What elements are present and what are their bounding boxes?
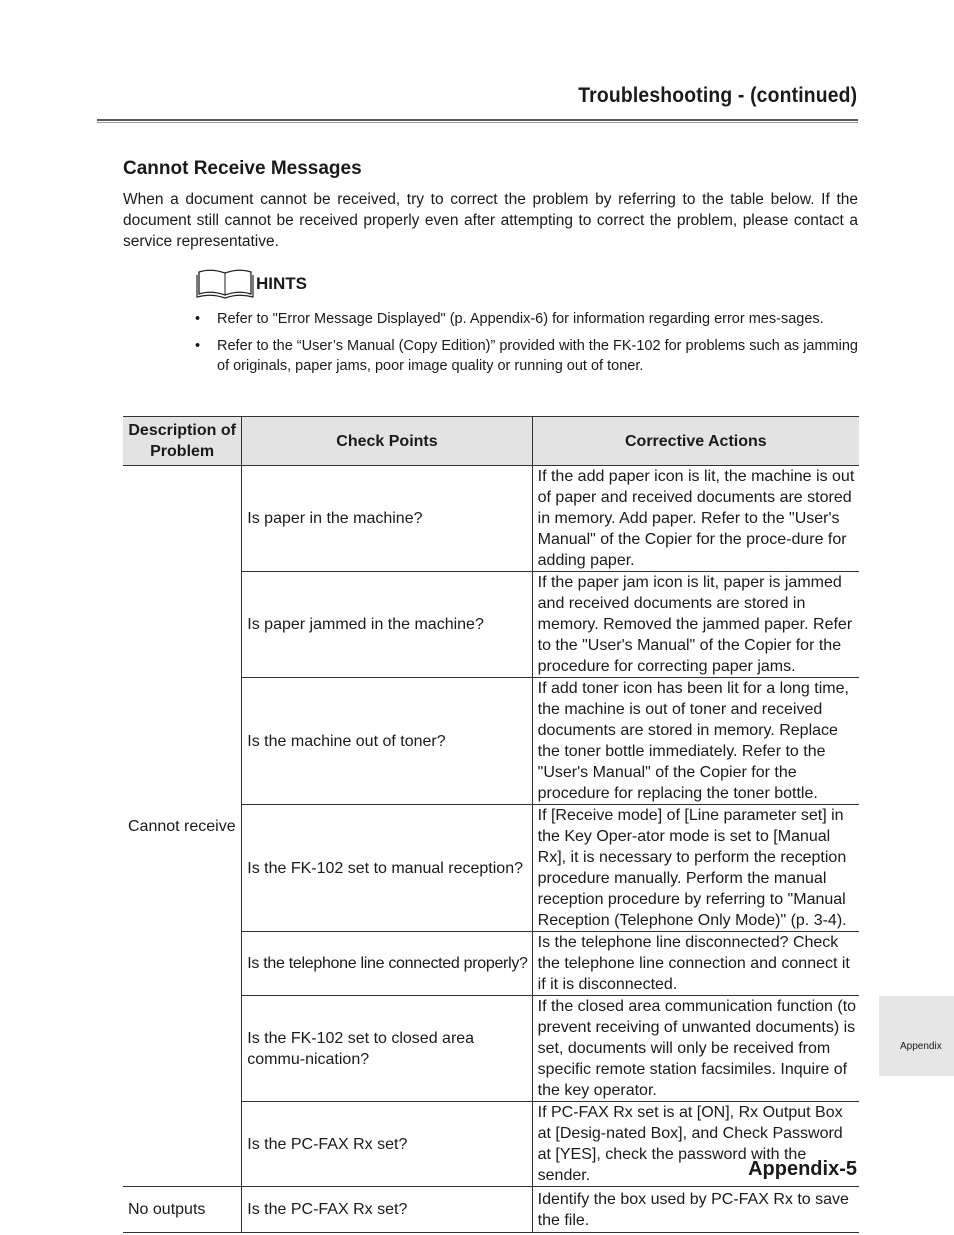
section-tab [879,996,954,1076]
corrective-action: If PC-FAX Rx set is at [ON], Rx Output Box at [Desig-nated Box], and Check Password at [YES], check the password with the sender. [532,1102,859,1187]
hints-header [196,268,307,300]
page-number: Appendix-5 [748,1158,857,1180]
column-header-check-points: Check Points [242,417,532,466]
corrective-action: If the add paper icon is lit, the machine is out of paper and received documents are stored in memory. Add paper. Refer to the "User's Manual" of the Copier for the proce-dure for adding paper. [532,466,859,572]
section-heading: Cannot Receive Messages [123,158,362,179]
page-header-title: Troubleshooting - (continued) [577,84,857,107]
table-header-row [123,417,859,466]
troubleshooting-table [123,416,859,1233]
column-header-description: Description of Problem [123,417,242,466]
check-point: Is the FK-102 set to closed area commu-nication? [242,996,532,1102]
hint-item [193,336,858,376]
table-row [123,466,859,572]
hints-label: HINTS [256,274,307,293]
check-point: Is the telephone line connected properly? [242,932,532,996]
check-point: Is the PC-FAX Rx set? [242,1187,532,1233]
bullet-icon: • [195,311,201,327]
intro-paragraph: When a document cannot be received, try to correct the problem by referring to the table below. If the document still cannot be received properly even after attempting to correct the problem, please contact a service representative. [123,191,858,250]
check-point: Is paper jammed in the machine? [242,572,532,678]
hint-text: Refer to the “User’s Manual (Copy Edition)” provided with the FK-102 for problems such as jamming of originals, paper jams, poor image quality or running out of toner. [217,338,858,374]
check-point: Is the PC-FAX Rx set? [242,1102,532,1187]
hint-text: Refer to "Error Message Displayed" (p. Appendix-6) for information regarding error mes-sages. [217,311,824,327]
check-point: Is paper in the machine? [242,466,532,572]
problem-description: No outputs [123,1187,242,1233]
corrective-action: If [Receive mode] of [Line parameter set] in the Key Oper-ator mode is set to [Manual Rx], it is necessary to perform the reception procedure manually. Perform the manual reception procedure by referring to "Manual Reception (Telephone Only Mode)" (p. 3-4). [532,805,859,932]
problem-description: Cannot receive [123,466,242,1187]
header-rule [97,119,858,121]
hint-item [193,309,858,329]
section-tab-label: Appendix [900,1041,942,1052]
table-row [123,1187,859,1233]
open-book-icon [196,268,254,300]
corrective-action: If the paper jam icon is lit, paper is jammed and received documents are stored in memory. Removed the jammed paper. Refer to the "User's Manual" of the Copier for the procedure for correcting paper jams. [532,572,859,678]
header-rule-thin [97,122,858,123]
bullet-icon: • [195,338,201,354]
corrective-action: Is the telephone line disconnected? Check the telephone line connection and connect it if it is disconnected. [532,932,859,996]
corrective-action: If add toner icon has been lit for a long time, the machine is out of toner and received documents are stored in memory. Replace the toner bottle immediately. Refer to the "User's Manual" of the Copier for the procedure for replacing the toner bottle. [532,678,859,805]
check-point: Is the machine out of toner? [242,678,532,805]
corrective-action: Identify the box used by PC-FAX Rx to save the file. [532,1187,859,1233]
hints-list [193,309,858,383]
column-header-corrective-actions: Corrective Actions [532,417,859,466]
corrective-action: If the closed area communication function (to prevent receiving of unwanted documents) is set, documents will only be received from specific remote station facsimiles. Inquire of the key operator. [532,996,859,1102]
check-point: Is the FK-102 set to manual reception? [242,805,532,932]
